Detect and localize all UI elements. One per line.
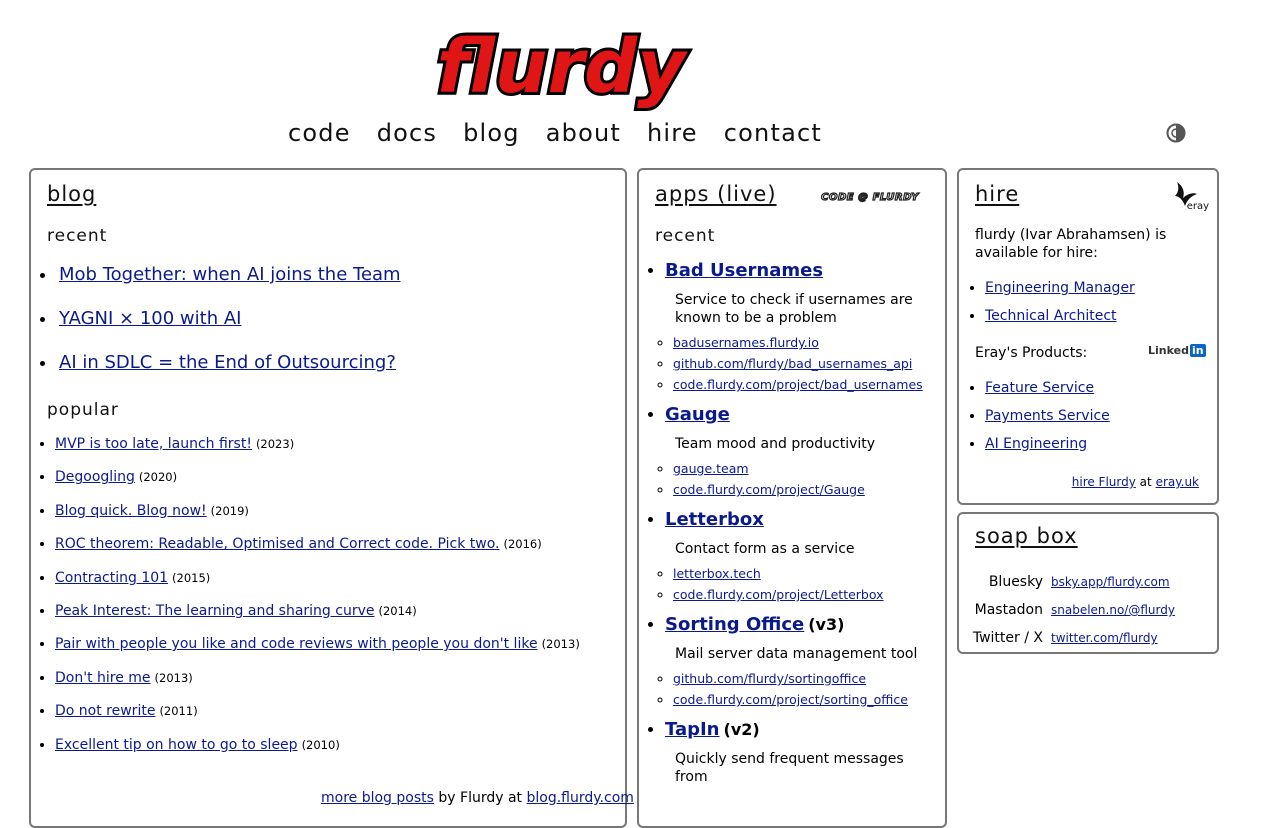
app-url[interactable]: code.flurdy.com/project/Letterbox [673, 587, 884, 602]
list-item [665, 404, 935, 497]
social-row-bluesky [963, 574, 1170, 590]
eray-logo-text: eray [1186, 201, 1209, 212]
post-year: (2023) [255, 437, 295, 451]
app-url[interactable]: github.com/flurdy/sortingoffice [673, 671, 867, 686]
social-label: Bluesky [988, 574, 1043, 590]
app-link[interactable]: Bad Usernames [665, 260, 824, 281]
app-link[interactable]: TapIn [665, 719, 720, 740]
list-item [55, 436, 625, 452]
list-item [673, 566, 935, 581]
linkedin-in-icon: in [1191, 344, 1204, 357]
flurdy-logo[interactable] [436, 22, 686, 114]
nav-hire[interactable]: hire [646, 119, 698, 147]
list-item [57, 308, 615, 329]
blog-popular-link[interactable]: MVP is too late, launch first! [55, 436, 252, 452]
app-url[interactable]: badusernames.flurdy.io [673, 335, 819, 350]
blog-title[interactable]: blog [47, 182, 97, 206]
social-label: Twitter / X [972, 630, 1043, 646]
list-item [57, 264, 615, 285]
nav-blog[interactable]: blog [463, 119, 520, 147]
blog-popular-link[interactable]: Excellent tip on how to go to sleep [55, 736, 298, 753]
list-item [673, 587, 935, 602]
hire-intro: flurdy (Ivar Abrahamsen) is available for hire: [975, 227, 1167, 261]
blog-popular-link[interactable]: Contracting 101 [55, 569, 169, 586]
badge-text: CODE @ FLURDY [821, 192, 919, 203]
list-item [57, 352, 615, 373]
list-item [665, 719, 935, 786]
hire-role-link[interactable]: Engineering Manager [985, 280, 1135, 296]
more-blog-posts-link[interactable]: more blog posts [321, 790, 434, 806]
hire-footer-at: at [1139, 475, 1152, 489]
blog-popular-link[interactable]: Blog quick. Blog now! [55, 502, 207, 519]
list-item [55, 603, 625, 619]
blog-site-link[interactable]: blog.flurdy.com [526, 790, 634, 806]
app-links [665, 335, 935, 392]
list-item [673, 482, 935, 497]
product-link[interactable]: Payments Service [985, 408, 1110, 424]
logo-text: flurdy [436, 24, 686, 110]
list-item [673, 461, 935, 476]
list-item [55, 670, 625, 686]
blog-popular-link[interactable]: Peak Interest: The learning and sharing curve [55, 602, 375, 619]
apps-panel [637, 168, 947, 828]
eray-site-link[interactable]: eray.uk [1155, 475, 1199, 489]
hire-role-link[interactable]: Technical Architect [985, 308, 1117, 324]
nav-contact[interactable]: contact [723, 119, 822, 147]
hire-roles [985, 280, 1205, 336]
more-blog-by: by Flurdy at [438, 790, 523, 806]
list-item [985, 436, 1205, 452]
social-row-mastadon [963, 602, 1175, 618]
list-item [673, 335, 935, 350]
app-url[interactable]: code.flurdy.com/project/bad_usernames [673, 377, 923, 392]
apps-title[interactable]: apps (live) [655, 182, 777, 206]
post-year: (2020) [138, 470, 178, 485]
blog-recent-link[interactable]: Mob Together: when AI joins the Team [59, 264, 401, 285]
blog-recent-link[interactable]: YAGNI × 100 with AI [59, 308, 242, 329]
eray-logo[interactable] [1171, 178, 1209, 210]
list-item [55, 703, 625, 719]
more-blog-line [321, 790, 634, 806]
blog-popular-heading: popular [47, 400, 119, 420]
blog-recent-link[interactable]: AI in SDLC = the End of Outsourcing? [59, 352, 396, 373]
list-item [665, 614, 935, 707]
product-link[interactable]: AI Engineering [985, 436, 1088, 452]
social-link[interactable]: bsky.app/flurdy.com [1051, 575, 1170, 589]
nav-code[interactable]: code [288, 119, 351, 147]
blog-popular-link[interactable]: ROC theorem: Readable, Optimised and Correct code. Pick two. [55, 536, 500, 553]
list-item [665, 260, 935, 392]
soapbox-title[interactable]: soap box [975, 524, 1078, 548]
app-links [665, 566, 935, 602]
app-url[interactable]: letterbox.tech [673, 566, 761, 581]
list-item [55, 503, 625, 519]
list-item [985, 380, 1205, 396]
app-url[interactable]: github.com/flurdy/bad_usernames_api [673, 356, 913, 371]
blog-panel [29, 168, 634, 828]
post-year: (2016) [503, 537, 542, 552]
app-description: Quickly send frequent messages from [675, 751, 904, 785]
blog-recent-list [55, 264, 615, 396]
blog-popular-list [55, 436, 625, 770]
post-year: (2013) [541, 637, 580, 652]
contrast-icon[interactable] [1166, 123, 1186, 143]
list-item [985, 280, 1205, 296]
post-year: (2015) [172, 570, 211, 585]
post-year: (2019) [210, 503, 249, 518]
blog-popular-link[interactable]: Degoogling [55, 469, 135, 486]
blog-popular-link[interactable]: Pair with people you like and code reviews with people you don't like [55, 636, 538, 653]
apps-recent-heading: recent [655, 226, 716, 246]
app-description: Contact form as a service [675, 541, 855, 557]
list-item [673, 356, 935, 371]
list-item [985, 408, 1205, 424]
blog-popular-link[interactable]: Do not rewrite [55, 703, 156, 720]
hire-panel [957, 168, 1219, 505]
app-description: Service to check if usernames are known to be a problem [675, 292, 913, 326]
linkedin-logo[interactable] [1148, 344, 1206, 357]
post-year: (2014) [378, 603, 417, 618]
list-item [673, 692, 935, 707]
app-description: Team mood and productivity [675, 436, 876, 452]
app-link[interactable]: Letterbox [665, 509, 764, 530]
social-row-twitter [963, 630, 1158, 646]
post-year: (2013) [154, 670, 193, 685]
blog-recent-heading: recent [47, 226, 108, 246]
app-version: (v2) [723, 720, 760, 739]
hire-footer [1072, 475, 1199, 489]
app-link[interactable]: Gauge [665, 404, 730, 425]
social-label: Mastadon [974, 602, 1043, 618]
list-item [673, 671, 935, 686]
list-item [673, 377, 935, 392]
nav-docs[interactable]: docs [376, 119, 438, 147]
app-url[interactable]: code.flurdy.com/project/sorting_office [673, 692, 908, 707]
main-nav [288, 116, 822, 150]
hire-products [985, 380, 1205, 464]
app-links [665, 461, 935, 497]
apps-list [665, 260, 935, 798]
soapbox-panel [957, 512, 1219, 654]
app-version: (v3) [808, 615, 845, 634]
products-heading: Eray's Products: [975, 345, 1088, 361]
blog-popular-link[interactable]: Don't hire me [55, 669, 151, 686]
social-link[interactable]: snabelen.no/@flurdy [1051, 603, 1175, 617]
app-url[interactable]: code.flurdy.com/project/Gauge [673, 482, 865, 497]
hire-title[interactable]: hire [975, 182, 1020, 206]
post-year: (2011) [159, 704, 198, 719]
list-item [665, 509, 935, 602]
linkedin-text: Linked [1148, 344, 1189, 357]
list-item [55, 737, 625, 753]
product-link[interactable]: Feature Service [985, 380, 1095, 396]
app-description: Mail server data management tool [675, 646, 918, 662]
list-item [55, 469, 625, 485]
hire-flurdy-link[interactable]: hire Flurdy [1071, 475, 1136, 489]
list-item [55, 636, 625, 652]
app-links [665, 671, 935, 707]
post-year: (2010) [301, 737, 340, 752]
social-link[interactable]: twitter.com/flurdy [1051, 631, 1158, 645]
app-url[interactable]: gauge.team [673, 461, 749, 476]
app-link[interactable]: Sorting Office [665, 614, 805, 635]
list-item [55, 570, 625, 586]
nav-about[interactable]: about [545, 119, 621, 147]
code-at-flurdy-badge[interactable] [811, 188, 929, 202]
list-item [985, 308, 1205, 324]
list-item [55, 536, 625, 552]
